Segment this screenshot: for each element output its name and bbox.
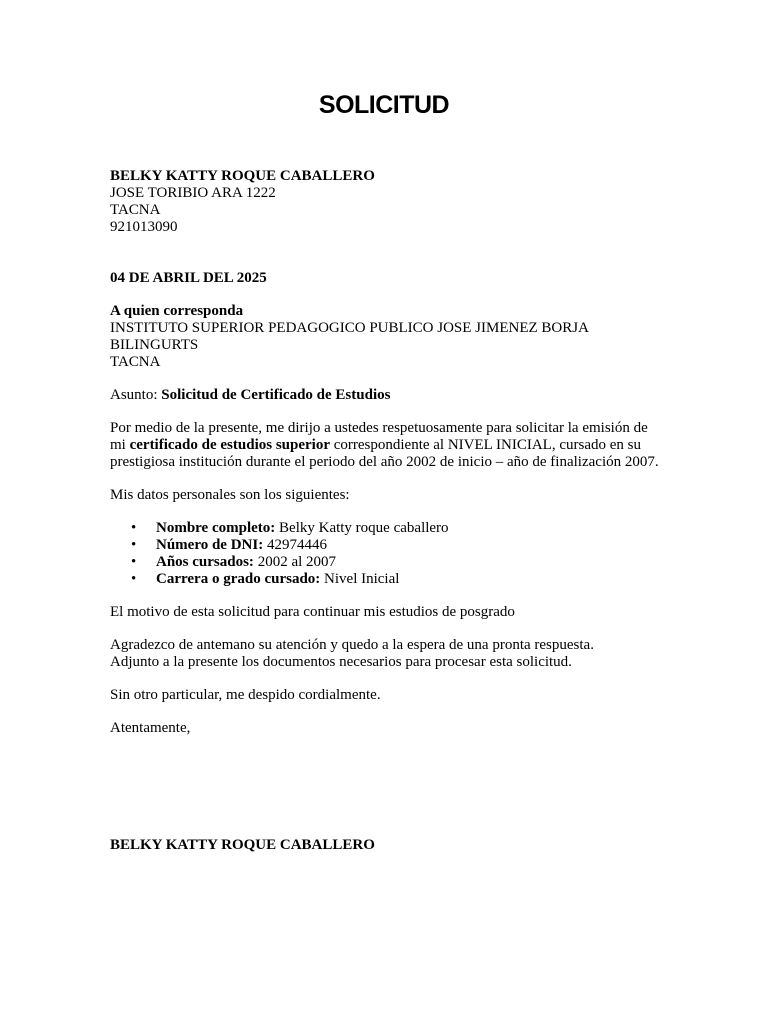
sender-phone: 921013090 — [110, 219, 178, 235]
paragraph-thanks-line: Agradezco de antemano su atención y quedo a la espera de una pronta respuesta. — [110, 637, 594, 653]
personal-data-list — [110, 520, 662, 588]
recipient-city: TACNA — [110, 354, 161, 370]
sender-name: BELKY KATTY ROQUE CABALLERO — [110, 168, 375, 184]
paragraph-request-bold: certificado de estudios superior — [129, 437, 330, 453]
recipient-block — [110, 303, 662, 371]
paragraph-request — [110, 420, 662, 471]
item-value: Nivel Inicial — [320, 571, 400, 587]
sender-block — [110, 168, 662, 236]
sender-address: JOSE TORIBIO ARA 1222 — [110, 185, 276, 201]
sender-city: TACNA — [110, 202, 161, 218]
bullet-icon: • — [131, 571, 137, 587]
bullet-icon: • — [131, 520, 137, 536]
item-value: 2002 al 2007 — [253, 554, 337, 570]
list-item — [110, 571, 662, 588]
item-label: Número de DNI: — [156, 537, 264, 553]
item-label: Nombre completo: — [156, 520, 276, 536]
letter-body — [110, 168, 662, 854]
document-title: SOLICITUD — [318, 91, 450, 119]
paragraph-motive: El motivo de esta solicitud para continuar mis estudios de posgrado — [110, 604, 515, 620]
subject-text: Solicitud de Certificado de Estudios — [161, 387, 391, 403]
recipient-institution-cont: BILINGURTS — [110, 337, 199, 353]
bullet-icon: • — [131, 554, 137, 570]
list-item — [110, 537, 662, 554]
letter-date: 04 DE ABRIL DEL 2025 — [110, 270, 267, 286]
subject-line — [110, 387, 662, 404]
paragraph-thanks — [110, 637, 662, 671]
list-item — [110, 520, 662, 537]
paragraph-request-text: Por medio de la presente, me dirijo a ustedes respetuosamente para solicitar la emisión de mi — [110, 420, 648, 453]
subject-label: Asunto: — [110, 387, 162, 403]
item-label: Años cursados: — [156, 554, 254, 570]
paragraph-farewell: Sin otro particular, me despido cordialmente. — [110, 687, 381, 703]
item-label: Carrera o grado cursado: — [156, 571, 321, 587]
paragraph-request-text-end: correspondiente al NIVEL INICIAL, cursado en su prestigiosa institución durante el periodo del año 2002 de inicio – año de finalización 2007. — [110, 437, 659, 470]
signature-name: BELKY KATTY ROQUE CABALLERO — [110, 837, 375, 853]
list-item — [110, 554, 662, 571]
paragraph-attachment-line: Adjunto a la presente los documentos necesarios para procesar esta solicitud. — [110, 654, 572, 670]
bullet-icon: • — [131, 537, 137, 553]
paragraph-personal-data-intro: Mis datos personales son los siguientes: — [110, 487, 350, 503]
closing: Atentamente, — [110, 720, 191, 736]
recipient-greeting: A quien corresponda — [110, 303, 244, 319]
recipient-institution: INSTITUTO SUPERIOR PEDAGOGICO PUBLICO JOSE JIMENEZ BORJA — [110, 320, 589, 336]
item-value: Belky Katty roque caballero — [275, 520, 449, 536]
item-value: 42974446 — [263, 537, 327, 553]
